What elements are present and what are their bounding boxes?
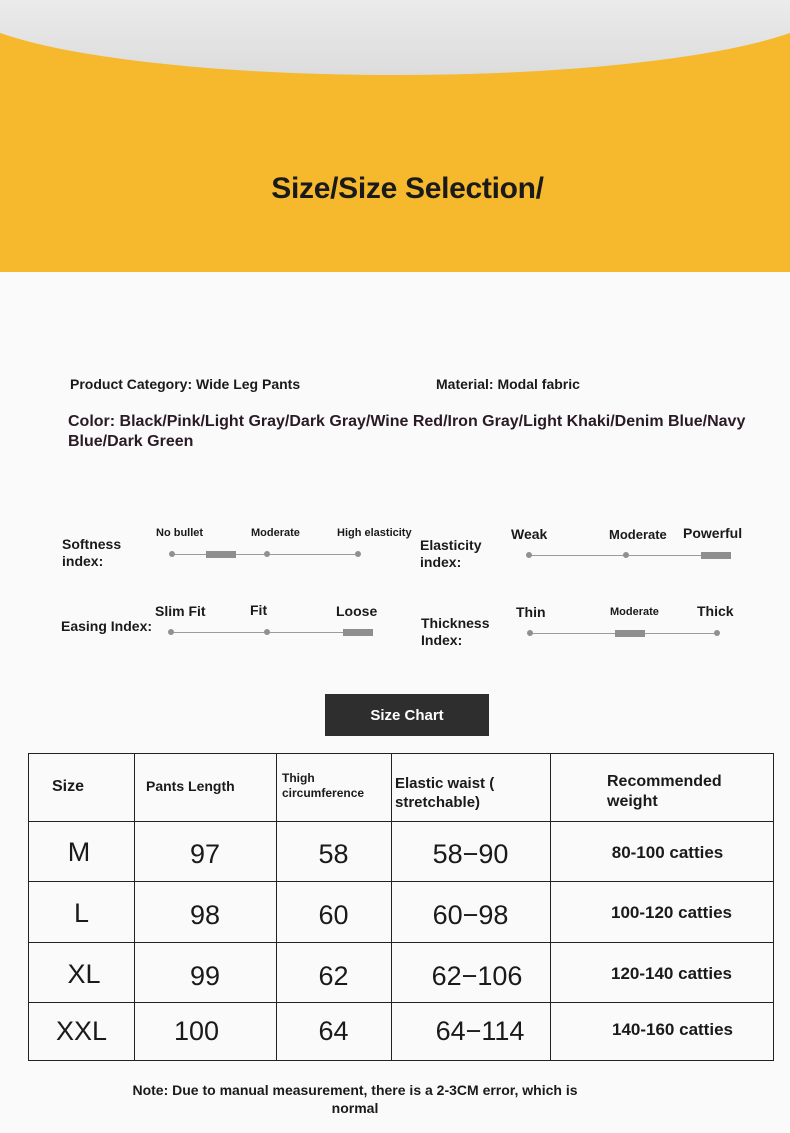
product-material: Material: Modal fabric (436, 376, 580, 392)
product-category: Product Category: Wide Leg Pants (70, 376, 301, 392)
cell-weight-xxl: 140-160 catties (612, 1020, 733, 1039)
cell-thigh-xxl: 64 (318, 1016, 349, 1046)
table-divider (29, 881, 773, 882)
elasticity-dot-1 (526, 552, 532, 558)
cell-weight-xl: 120-140 catties (611, 964, 732, 983)
header-banner (0, 0, 790, 272)
elasticity-level-3: Powerful (683, 525, 743, 541)
thickness-level-2: Moderate (610, 606, 659, 618)
softness-marker (206, 551, 236, 558)
softness-dot-1 (169, 551, 175, 557)
table-divider (29, 942, 773, 943)
cell-weight-l: 100-120 catties (611, 903, 732, 922)
cell-thigh-l: 60 (318, 900, 349, 930)
elasticity-dot-2 (623, 552, 629, 558)
elasticity-index-label: Elasticity index: (420, 537, 482, 570)
thickness-dot-1 (527, 630, 533, 636)
elasticity-level-2: Moderate (609, 527, 667, 542)
softness-level-1: No bullet (156, 527, 204, 539)
softness-index-label: Softness index: (62, 536, 122, 569)
size-chart-label: Size Chart (325, 694, 489, 736)
easing-marker (343, 629, 373, 636)
easing-level-1: Slim Fit (155, 603, 206, 619)
cell-length-xxl: 100 (173, 1016, 220, 1046)
cell-size-l: L (73, 898, 90, 928)
elasticity-marker (701, 552, 731, 559)
cell-size-xxl: XXL (55, 1016, 108, 1046)
softness-dot-3 (355, 551, 361, 557)
banner-curve (0, 0, 790, 75)
thickness-dot-3 (714, 630, 720, 636)
header-recommended-weight: Recommended weight (607, 773, 722, 810)
cell-waist-xxl: 64−114 (435, 1016, 525, 1046)
measurement-note: Note: Due to manual measurement, there is a 2-3CM error, which is normal (132, 1082, 578, 1116)
cell-length-xl: 99 (189, 961, 221, 991)
header-elastic-waist: Elastic waist ( stretchable) (395, 775, 495, 811)
header-pants-length: Pants Length (146, 778, 235, 794)
cell-size-xl: XL (67, 959, 101, 989)
easing-dot-1 (168, 629, 174, 635)
softness-level-2: Moderate (251, 527, 300, 539)
product-color: Color: Black/Pink/Light Gray/Dark Gray/Wine Red/Iron Gray/Light Khaki/Denim Blue/Navy Blue/Dark Green (68, 413, 746, 450)
easing-index-label: Easing Index: (61, 618, 153, 634)
thickness-level-3: Thick (697, 603, 734, 619)
page-title: Size/Size Selection/ (271, 172, 544, 205)
softness-dot-2 (264, 551, 270, 557)
size-table (28, 753, 774, 1061)
thickness-marker (615, 630, 645, 637)
thickness-index-label: Thickness Index: (421, 615, 490, 648)
thickness-level-1: Thin (516, 604, 546, 620)
easing-dot-2 (264, 629, 270, 635)
cell-length-m: 97 (189, 839, 221, 869)
cell-thigh-xl: 62 (318, 961, 349, 991)
header-thigh-circumference: Thigh circumference (282, 771, 365, 800)
cell-waist-xl: 62−106 (431, 961, 523, 991)
softness-level-3: High elasticity (337, 527, 412, 539)
cell-waist-m: 58−90 (432, 839, 509, 869)
table-divider (29, 821, 773, 822)
header-size: Size (52, 778, 85, 795)
cell-waist-l: 60−98 (432, 900, 509, 930)
easing-level-3: Loose (336, 603, 378, 619)
cell-size-m: M (67, 837, 91, 867)
cell-thigh-m: 58 (318, 839, 349, 869)
elasticity-level-1: Weak (511, 526, 548, 542)
cell-weight-m: 80-100 catties (611, 843, 724, 862)
easing-level-2: Fit (250, 602, 268, 618)
table-divider (29, 1002, 773, 1003)
cell-length-l: 98 (189, 900, 221, 930)
